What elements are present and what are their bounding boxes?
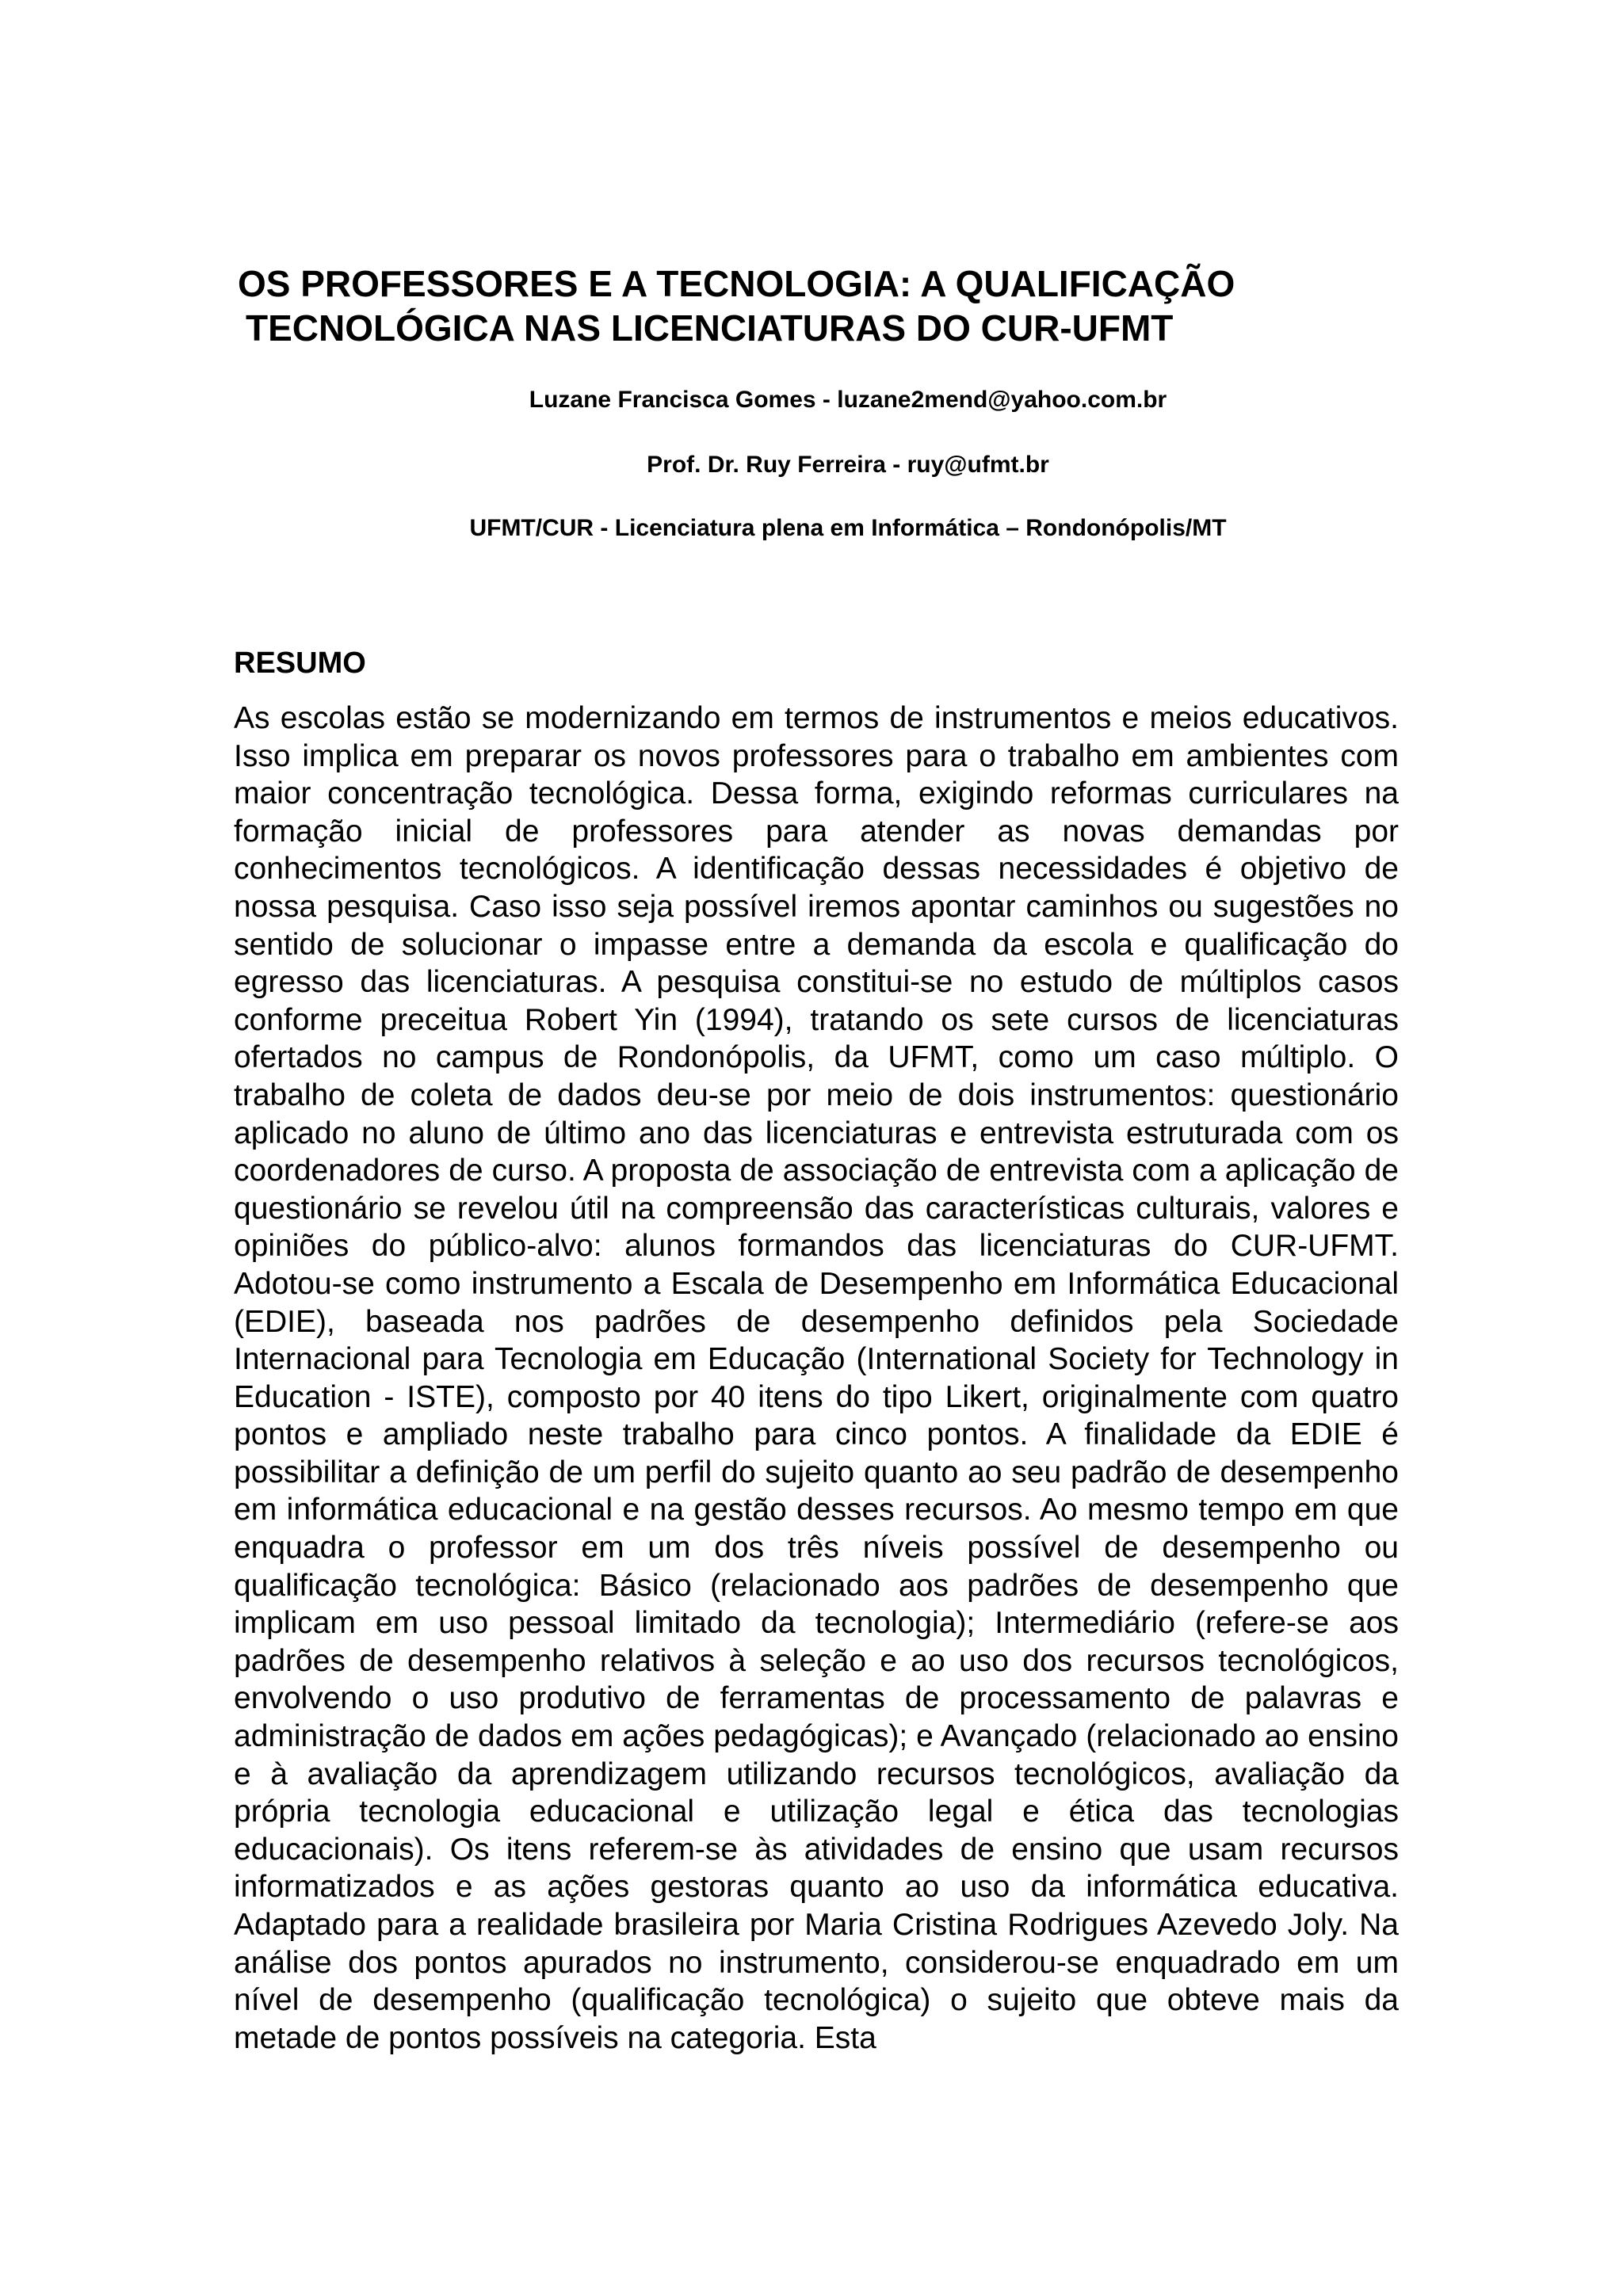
title-line-2: TECNOLÓGICA NAS LICENCIATURAS DO CUR-UFMT	[246, 307, 1174, 349]
author-affiliation: UFMT/CUR - Licenciatura plena em Informática – Rondonópolis/MT	[469, 515, 1227, 541]
abstract-paragraph: As escolas estão se modernizando em termos de instrumentos e meios educativos. Isso implica em preparar os novos professores para o trabalho em ambientes com maior concentração tecnológica. Dessa forma, exigindo reformas curriculares na formação inicial de professores para atender as novas demandas por conhecimentos tecnológicos. A identificação dessas necessidades é objetivo de nossa pesquisa. Caso isso seja possível iremos apontar caminhos ou sugestões no sentido de solucionar o impasse entre a demanda da escola e qualificação do egresso das licenciaturas. A pesquisa constitui-se no estudo de múltiplos casos conforme preceitua Robert Yin (1994), tratando os sete cursos de licenciaturas ofertados no campus de Rondonópolis, da UFMT, como um caso múltiplo. O trabalho de coleta de dados deu-se por meio de dois instrumentos: questionário aplicado no aluno de último ano das licenciaturas e entrevista estruturada com os coordenadores de curso. A proposta de associação de entrevista com a aplicação de questionário se revelou útil na compreensão das características culturais, valores e opiniões do público-alvo: alunos formandos das licenciaturas do CUR-UFMT. Adotou-se como instrumento a Escala de Desempenho em Informática Educacional (EDIE), baseada nos padrões de desempenho definidos pela Sociedade Internacional para Tecnologia em Educação (International Society for Technology in Education - ISTE), composto por 40 itens do tipo Likert, originalmente com quatro pontos e ampliado neste trabalho para cinco pontos. A finalidade da EDIE é possibilitar a definição de um perfil do sujeito quanto ao seu padrão de desempenho em informática educacional e na gestão desses recursos. Ao mesmo tempo em que enquadra o professor em um dos três níveis possível de desempenho ou qualificação tecnológica: Básico (relacionado aos padrões de desempenho que implicam em uso pessoal limitado da tecnologia); Intermediário (refere-se aos padrões de desempenho relativos à seleção e ao uso dos recursos tecnológicos, envolvendo o uso produtivo de ferramentas de processamento de palavras e administração de dados em ações pedagógicas); e Avançado (relacionado ao ensino e à avaliação da aprendizagem utilizando recursos tecnológicos, avaliação da própria tecnologia educacional e utilização legal e ética das tecnologias educacionais). Os itens referem-se às atividades de ensino que usam recursos informatizados e as ações gestoras quanto ao uso da informática educativa. Adaptado para a realidade brasileira por Maria Cristina Rodrigues Azevedo Joly. Na análise dos pontos apurados no instrumento, considerou-se enquadrado em um nível de desempenho (qualificação tecnológica) o sujeito que obteve mais da metade de pontos possíveis na categoria. Esta	[234, 701, 1399, 2055]
paper-title	[238, 261, 1458, 350]
title-line-1: OS PROFESSORES E A TECNOLOGIA: A QUALIFICAÇÃO	[238, 263, 1235, 304]
author-first: Luzane Francisca Gomes - luzane2mend@yahoo.com.br	[529, 387, 1167, 413]
author-block	[238, 384, 1458, 544]
abstract-heading: RESUMO	[234, 646, 366, 680]
author-second: Prof. Dr. Ruy Ferreira - ruy@ufmt.br	[647, 452, 1049, 478]
